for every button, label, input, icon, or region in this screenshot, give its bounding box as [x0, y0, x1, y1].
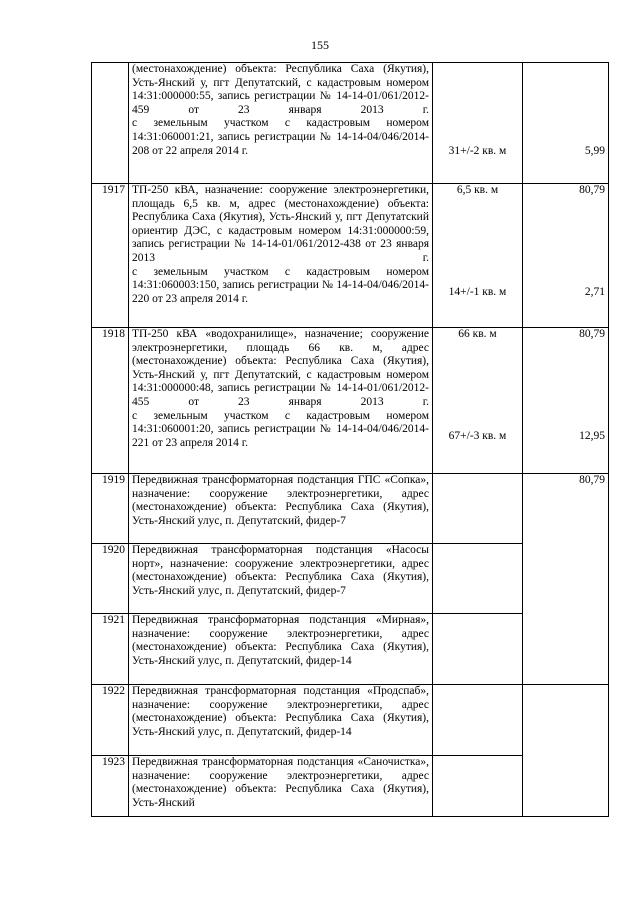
land-plot-area: 67+/-3 кв. м — [448, 429, 507, 442]
object-description — [129, 184, 433, 328]
table-row — [92, 184, 609, 328]
object-area: 66 кв. м — [458, 328, 497, 340]
page-number: 155 — [311, 38, 329, 52]
area-cell — [433, 63, 523, 184]
object-description-text: (местонахождение) объекта: Республика Саха (Якутия), Усть-Янский у, пгт Депутатский, с кадастровым номером 14:31:000000:55, запись регистрации № 14-14-01/061/2012-459 от 23 января 2013 г. — [132, 63, 429, 116]
object-description-text: Передвижная трансформаторная подстанция «Продспаб», назначение: сооружение электроэнергетики, адрес (местонахождение) объекта: Республика Саха (Якутия), Усть-Янский улус, п. Депутатский, фидер-14 — [132, 685, 429, 738]
table-row — [92, 328, 609, 474]
land-plot-value: 5,99 — [584, 145, 605, 157]
area-cell — [433, 544, 523, 614]
area-cell — [433, 685, 523, 756]
property-registry-table — [91, 62, 609, 817]
object-description-text: Передвижная трансформаторная подстанция ГПС «Сопка», назначение: сооружение электроэнергетики, адрес (местонахождение) объекта: Республика Саха (Якутия), Усть-Янский улус, п. Депутатский, фидер-7 — [132, 474, 429, 527]
table-row — [92, 685, 609, 756]
land-plot-value: 12,95 — [579, 429, 605, 442]
table-row — [92, 63, 609, 184]
value-cell: 80,79 — [523, 474, 609, 685]
land-plot-description-text: с земельным участком с кадастровым номером 14:31:060003:150, запись регистрации № 14-14-04/046/2014-220 от 23 апреля 2014 г. — [132, 265, 429, 305]
row-number: 1923 — [92, 756, 129, 817]
object-description — [129, 756, 433, 817]
object-value: 80,79 — [579, 328, 605, 340]
object-description-text: ТП-250 кВА, назначение: сооружение электроэнергетики, площадь 6,5 кв. м, адрес (местонахождение) объекта: Республика Саха (Якутия), Усть-Янский у, пгт Депутатский ориентир ДЭС, с кадастровым номером 14:31:000000:59, запись регистрации № 14-14-01/061/2012-438 от 23 января 2013 г. — [132, 184, 429, 264]
value-cell — [523, 685, 609, 817]
value-cell — [523, 328, 609, 474]
row-number: 1918 — [92, 328, 129, 474]
area-cell — [433, 756, 523, 817]
row-number: 1922 — [92, 685, 129, 756]
object-description-text: Передвижная трансформаторная подстанция «Насосы норт», назначение: сооружение электроэнергетики, адрес (местонахождение) объекта: Республика Саха (Якутия), Усть-Янский улус, п. Депутатский, фидер-7 — [132, 544, 429, 597]
object-description — [129, 328, 433, 474]
object-area: 6,5 кв. м — [456, 184, 499, 196]
land-plot-description-text: с земельным участком с кадастровым номером 14:31:060001:20, запись регистрации № 14-14-04/046/2014-221 от 23 апреля 2014 г. — [132, 409, 429, 449]
row-number: 1919 — [92, 474, 129, 544]
object-value: 80,79 — [579, 184, 605, 196]
area-cell — [433, 328, 523, 474]
table-row — [92, 474, 609, 544]
value-cell — [523, 63, 609, 184]
object-description — [129, 544, 433, 614]
value-cell — [523, 184, 609, 328]
row-number — [92, 63, 129, 184]
object-description — [129, 614, 433, 685]
land-plot-value: 2,71 — [584, 285, 605, 298]
area-cell — [433, 474, 523, 544]
row-number: 1917 — [92, 184, 129, 328]
object-description — [129, 63, 433, 184]
object-description — [129, 474, 433, 544]
object-description — [129, 685, 433, 756]
land-plot-area: 14+/-1 кв. м — [448, 285, 507, 298]
object-description-text: Передвижная трансформаторная подстанция «Мирная», назначение: сооружение электроэнергетики, адрес (местонахождение) объекта: Республика Саха (Якутия), Усть-Янский улус, п. Депутатский, фидер-14 — [132, 614, 429, 667]
land-plot-area: 31+/-2 кв. м — [448, 145, 507, 157]
object-description-text: Передвижная трансформаторная подстанция «Саночистка», назначение: сооружение электроэнергетики, адрес (местонахождение) объекта: Республика Саха (Якутия), Усть-Янский — [132, 756, 429, 809]
land-plot-description-text: с земельным участком с кадастровым номером 14:31:060001:21, запись регистрации № 14-14-04/046/2014-208 от 22 апреля 2014 г. — [132, 117, 429, 157]
row-number: 1921 — [92, 614, 129, 685]
row-number: 1920 — [92, 544, 129, 614]
area-cell — [433, 184, 523, 328]
area-cell — [433, 614, 523, 685]
object-description-text: ТП-250 кВА «водохранилище», назначение; сооружение электроэнергетики, площадь 66 кв. м, адрес (местонахождение) объекта: Республика Саха (Якутия), Усть-Янский у, пгт Депутатский, с кадастровым номером 14:31:000000:48, запись регистрации № 14-14-01/061/2012-455 от 23 января 2013 г. — [132, 328, 429, 408]
